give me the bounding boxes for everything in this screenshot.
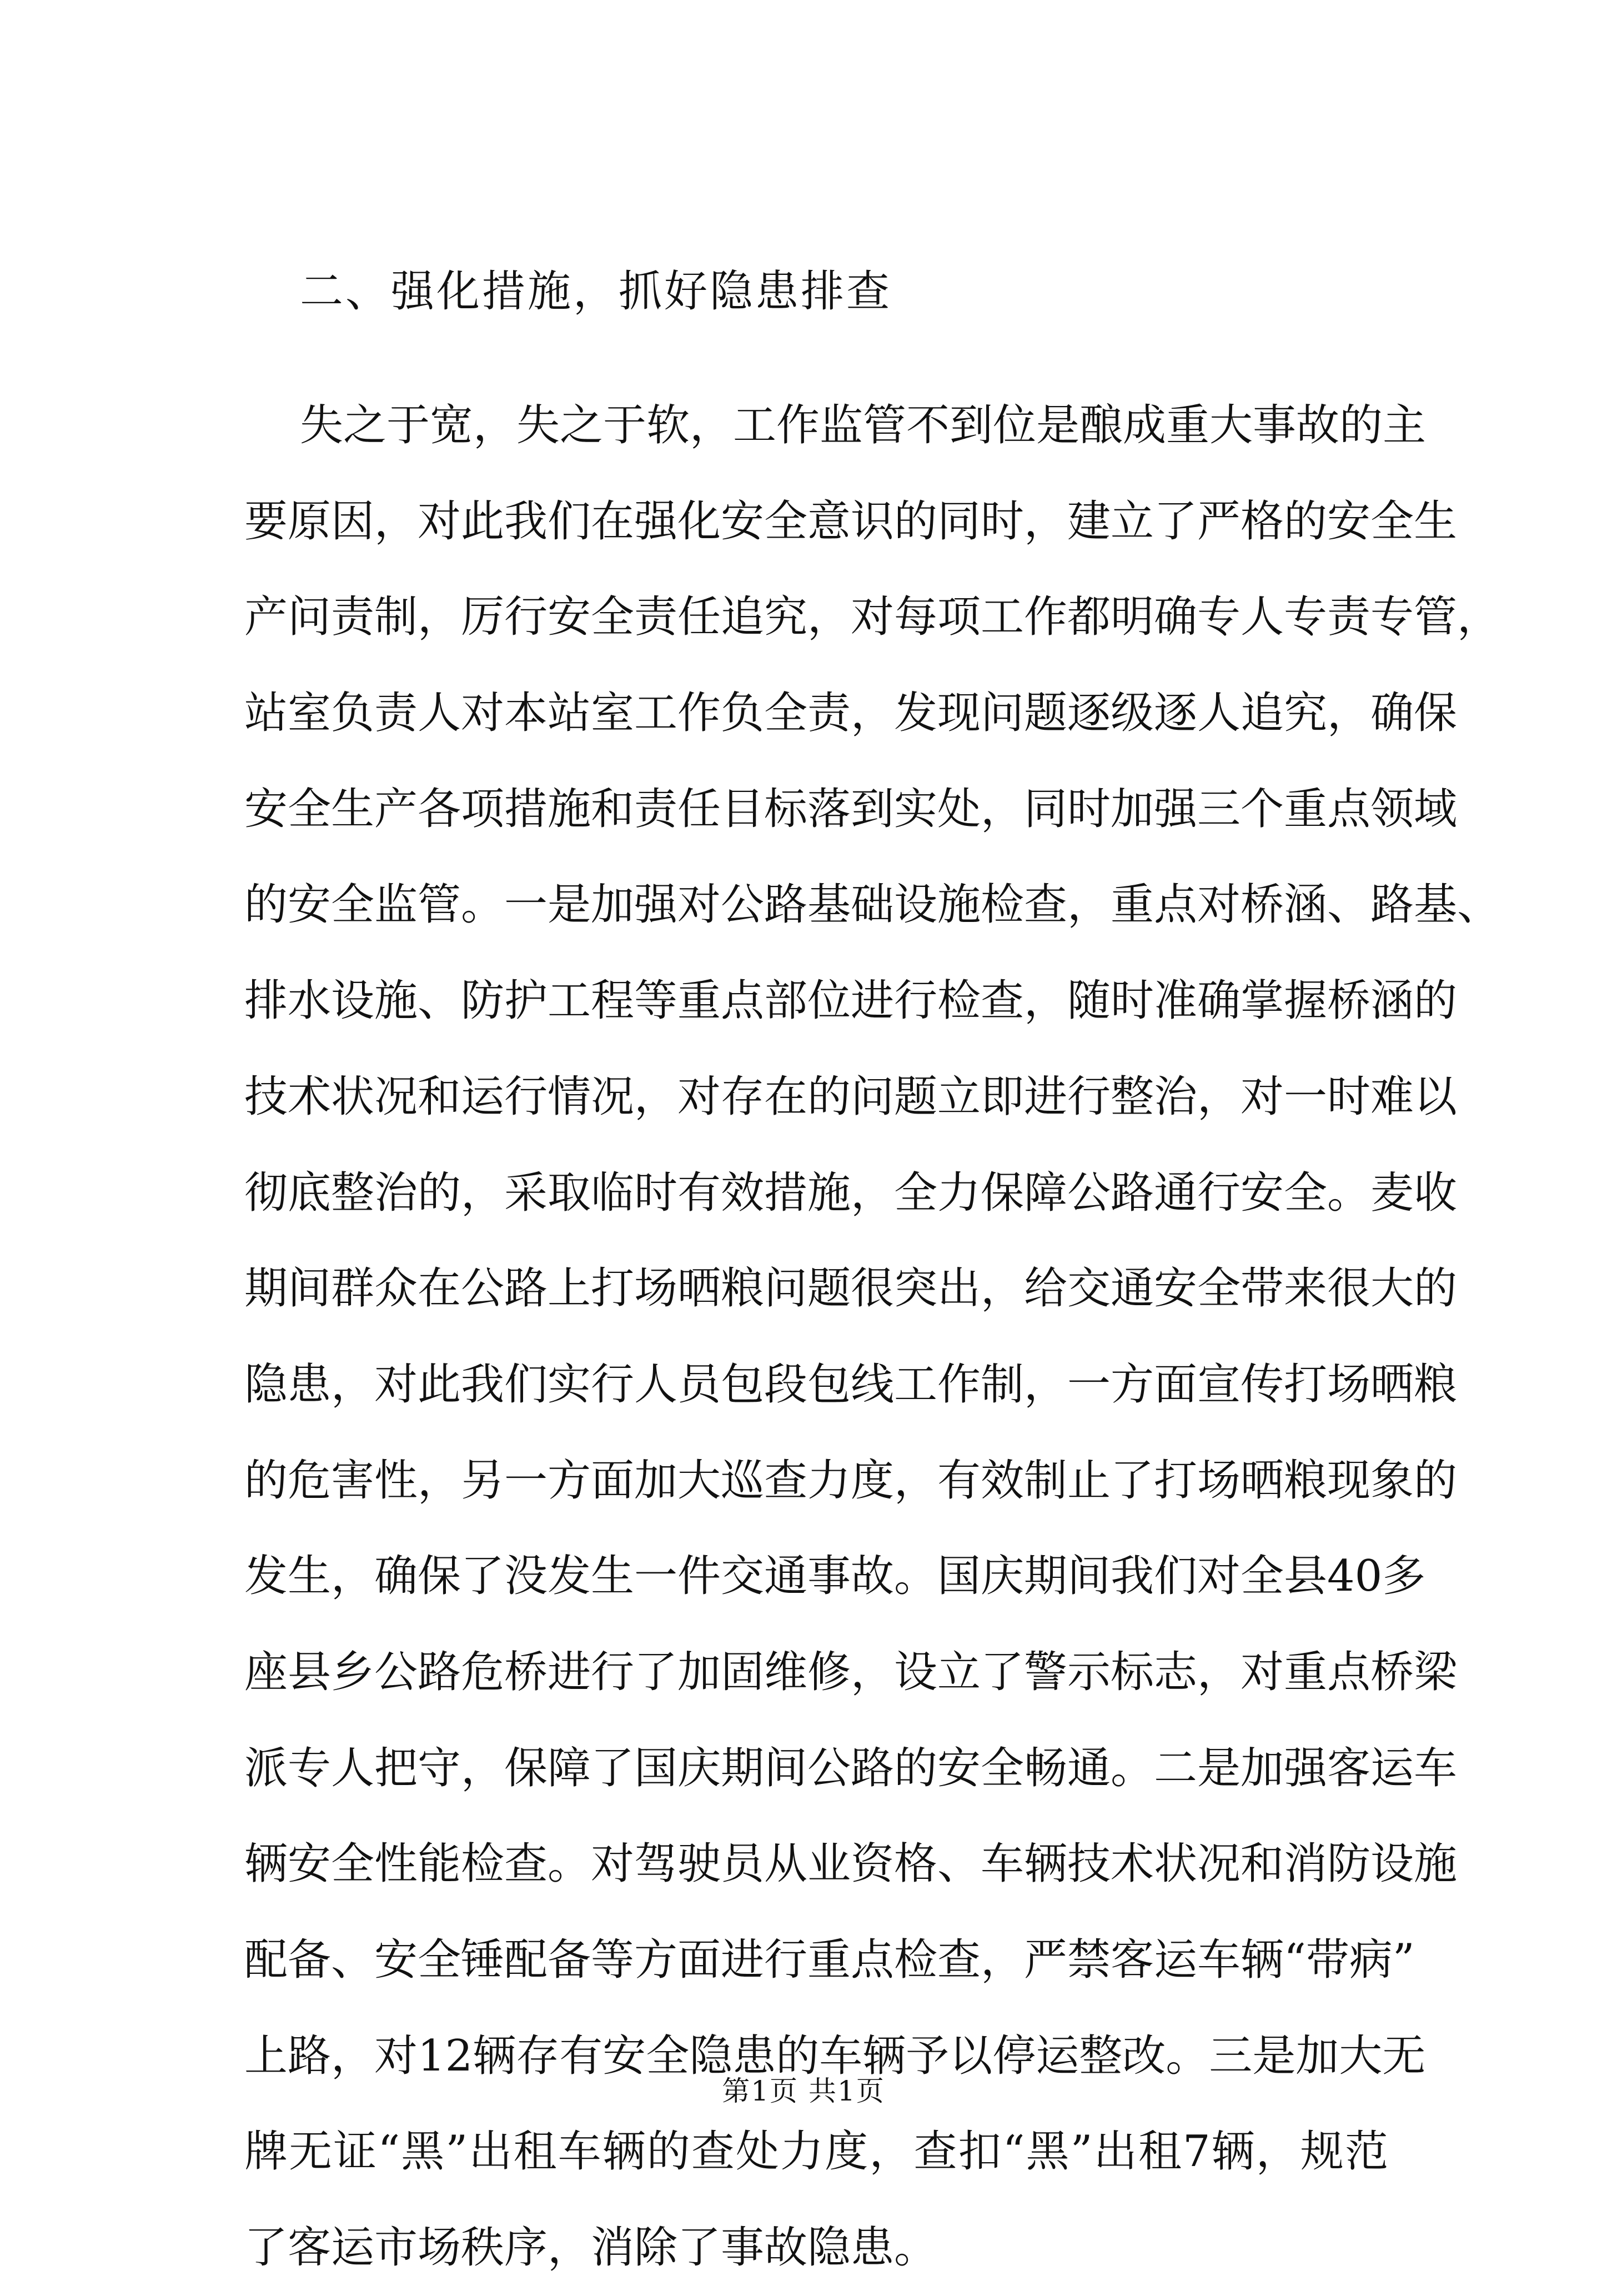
paragraph-line: 失之于宽，失之于软，工作监管不到位是酿成重大事故的主 bbox=[300, 400, 1427, 450]
paragraph-line: 座县乡公路危桥进行了加固维修，设立了警示标志，对重点桥梁 bbox=[244, 1647, 1458, 1697]
section-heading: 二、强化措施，抓好隐患排查 bbox=[300, 267, 892, 317]
paragraph-line: 技术状况和运行情况，对存在的问题立即进行整治，对一时难以 bbox=[244, 1071, 1458, 1122]
paragraph-line: 配备、安全锤配备等方面进行重点检查，严禁客运车辆“带病” bbox=[244, 1935, 1415, 1985]
paragraph-line: 上路，对12辆存有安全隐患的车辆予以停运整改。三是加大无 bbox=[244, 2031, 1426, 2081]
paragraph-line: 期间群众在公路上打场晒粮问题很突出，给交通安全带来很大的 bbox=[244, 1264, 1458, 1314]
paragraph-line: 派专人把守，保障了国庆期间公路的安全畅通。二是加强客运车 bbox=[244, 1743, 1458, 1793]
paragraph-line: 安全生产各项措施和责任目标落到实处，同时加强三个重点领域 bbox=[244, 784, 1458, 834]
paragraph-line: 彻底整治的，采取临时有效措施，全力保障公路通行安全。麦收 bbox=[244, 1167, 1458, 1218]
paragraph-line: 辆安全性能检查。对驾驶员从业资格、车辆技术状况和消防设施 bbox=[244, 1839, 1458, 1889]
paragraph-line: 发生，确保了没发生一件交通事故。国庆期间我们对全县40多 bbox=[244, 1551, 1426, 1602]
paragraph-line: 牌无证“黑”出租车辆的查处力度，查扣“黑”出租7辆，规范 bbox=[244, 2127, 1388, 2177]
paragraph-line: 隐患，对此我们实行人员包段包线工作制，一方面宣传打场晒粮 bbox=[244, 1359, 1458, 1410]
paragraph-line: 的安全监管。一是加强对公路基础设施检查，重点对桥涵、路基、 bbox=[244, 880, 1501, 930]
paragraph-line: 产问责制，厉行安全责任追究，对每项工作都明确专人专责专管， bbox=[244, 592, 1501, 643]
page-footer: 第1页 共1页 bbox=[722, 2075, 885, 2107]
paragraph-line: 的危害性，另一方面加大巡查力度，有效制止了打场晒粮现象的 bbox=[244, 1455, 1458, 1506]
paragraph-line: 要原因，对此我们在强化安全意识的同时，建立了严格的安全生 bbox=[244, 496, 1458, 547]
body-paragraph bbox=[244, 378, 1501, 2296]
paragraph-line: 了客运市场秩序，消除了事故隐患。 bbox=[244, 2223, 938, 2273]
paragraph-line: 排水设施、防护工程等重点部位进行检查，随时准确掌握桥涵的 bbox=[244, 976, 1458, 1026]
paragraph-line: 站室负责人对本站室工作负全责，发现问题逐级逐人追究，确保 bbox=[244, 688, 1458, 739]
